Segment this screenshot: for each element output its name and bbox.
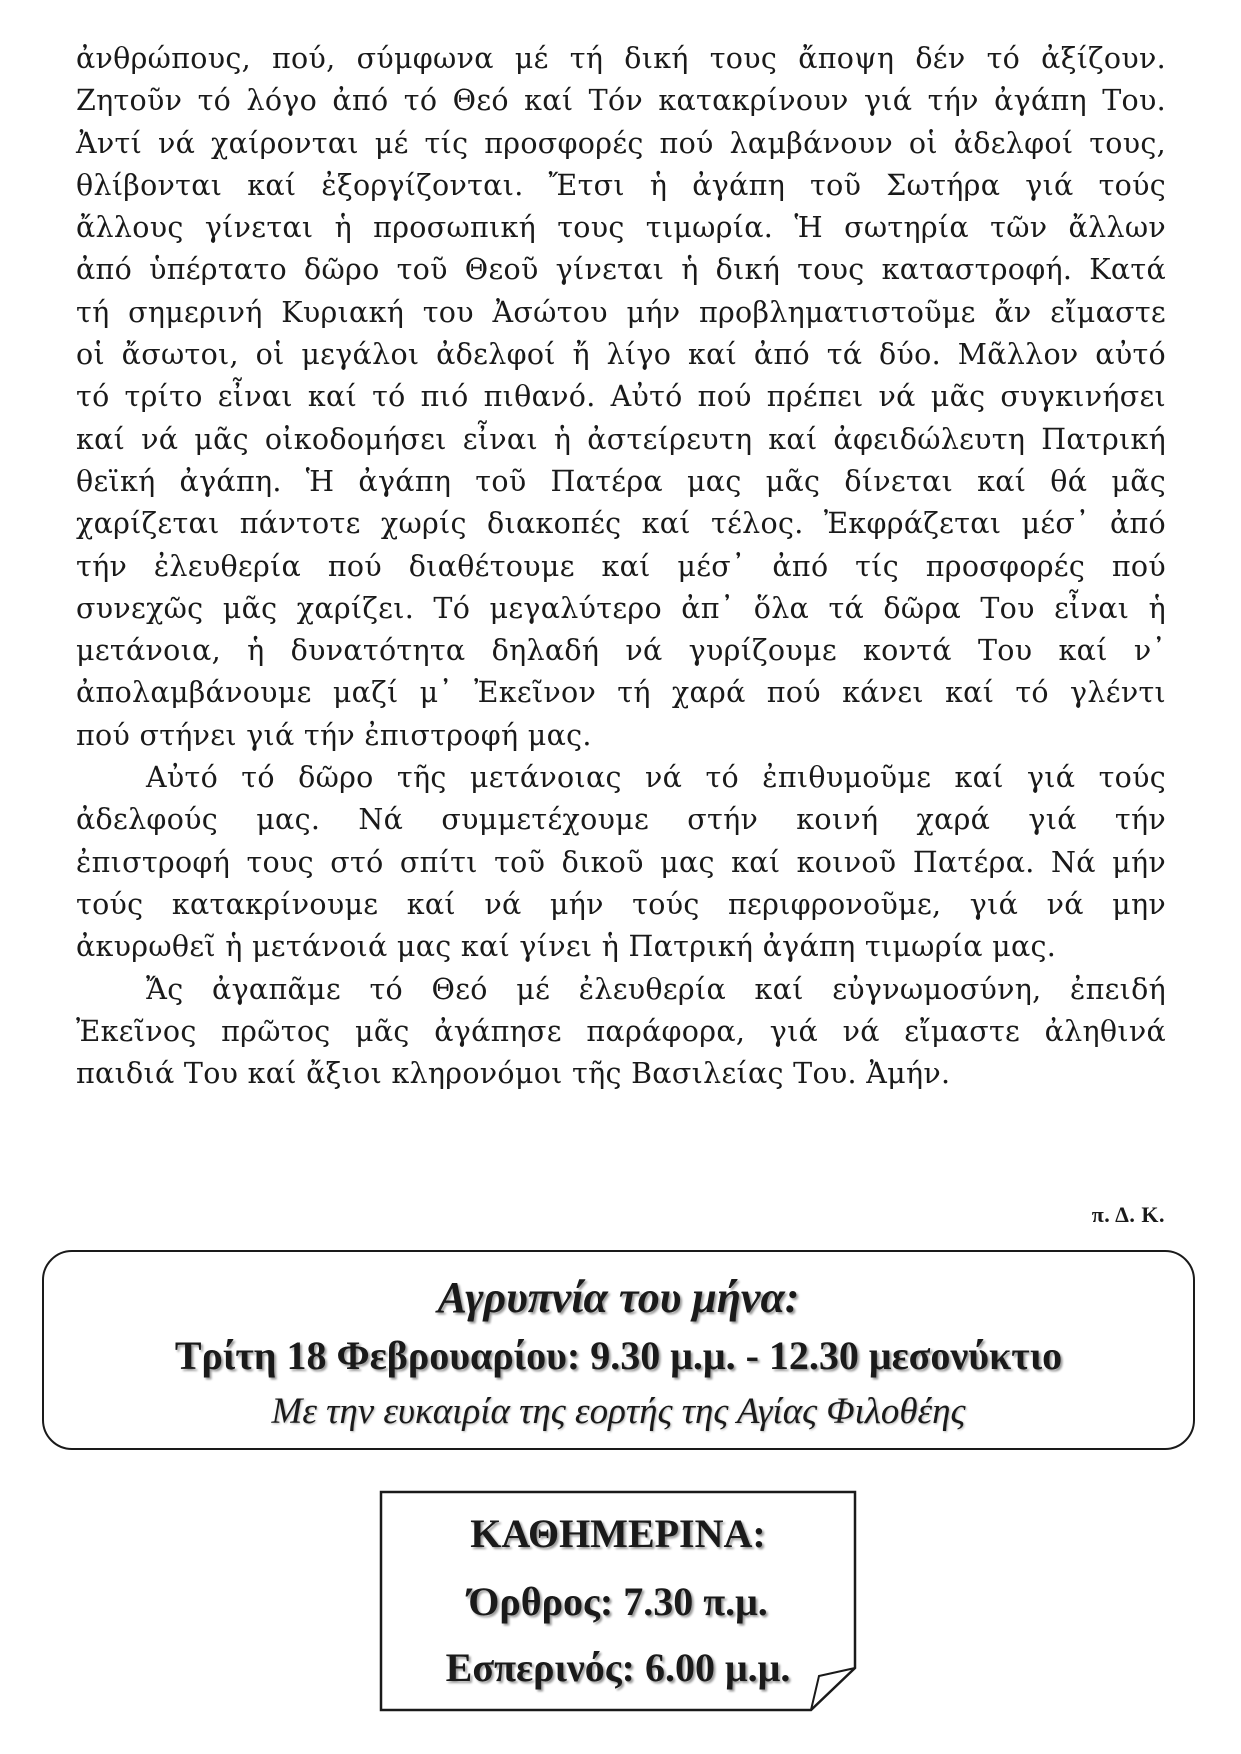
daily-title: ΚΑΘΗΜΕΡΙΝΑ: bbox=[470, 1511, 766, 1556]
sermon-line: ἀκυρωθεῖ ἡ μετάνοιά μας καί γίνει ἡ Πατρική ἀγάπη τιμωρία μας. bbox=[76, 930, 1057, 964]
sermon-line: Ἄς ἀγαπᾶμε τό Θεό μέ ἐλευθερία καί εὐγνωμοσύνη, ἐπειδή bbox=[146, 972, 1166, 1006]
vespers-time: Εσπερινός: 6.00 μ.μ. bbox=[445, 1645, 791, 1690]
sermon-line: συνεχῶς μᾶς χαρίζει. Τό μεγαλύτερο ἀπ᾽ ὅλα τά δῶρα Του εἶναι ἡ bbox=[76, 591, 1166, 625]
sermon-line: τή σημερινή Κυριακή του Ἀσώτου μήν προβληματιστοῦμε ἄν εἴμαστε bbox=[76, 295, 1166, 329]
sermon-line: Ἐκεῖνος πρῶτος μᾶς ἀγάπησε παράφορα, γιά νά εἴμαστε ἀληθινά bbox=[76, 1014, 1166, 1048]
vigil-date-time: Τρίτη 18 Φεβρουαρίου: 9.30 μ.μ. - 12.30 μεσονύκτιο bbox=[174, 1333, 1063, 1378]
sermon-line: οἱ ἄσωτοι, οἱ μεγάλοι ἀδελφοί ἤ λίγο καί ἀπό τά δύο. Μᾶλλον αὐτό bbox=[76, 338, 1166, 372]
sermon-line: ἀδελφούς μας. Νά συμμετέχουμε στήν κοινή χαρά γιά τήν bbox=[76, 803, 1166, 837]
sermon-line: πού στήνει γιά τήν ἐπιστροφή μας. bbox=[76, 718, 592, 752]
sermon-line: ἀπό ὑπέρτατο δῶρο τοῦ Θεοῦ γίνεται ἡ δική τους καταστροφή. Κατά bbox=[76, 253, 1166, 287]
sermon-line: ἀπολαμβάνουμε μαζί μ᾽ Ἐκεῖνον τή χαρά πού κάνει καί τό γλέντι bbox=[76, 676, 1166, 710]
author-signature: π. Δ. Κ. bbox=[1091, 1202, 1165, 1227]
sermon-line: Αὐτό τό δῶρο τῆς μετάνοιας νά τό ἐπιθυμοῦμε καί γιά τούς bbox=[146, 761, 1166, 795]
sermon-line: τούς κατακρίνουμε καί νά μήν τούς περιφρονοῦμε, γιά νά μην bbox=[76, 887, 1166, 921]
sermon-line: τήν ἐλευθερία πού διαθέτουμε καί μέσ᾽ ἀπό τίς προσφορές πού bbox=[76, 549, 1166, 583]
sermon-line: ἀνθρώπους, πού, σύμφωνα μέ τή δική τους ἄποψη δέν τό ἀξίζουν. bbox=[76, 42, 1166, 75]
vigil-occasion: Με την ευκαιρία της εορτής της Αγίας Φιλοθέης bbox=[271, 1391, 966, 1432]
sermon-line: παιδιά Του καί ἄξιοι κληρονόμοι τῆς Βασιλείας Του. Ἀμήν. bbox=[76, 1057, 951, 1091]
sermon-line: Ἀντί νά χαίρονται μέ τίς προσφορές πού λαμβάνουν οἱ ἀδελφοί τους, bbox=[76, 126, 1166, 160]
sermon-text bbox=[76, 38, 1166, 1095]
vigil-title: Αγρυπνία του μήνα: bbox=[437, 1273, 800, 1322]
sermon-line: θεϊκή ἀγάπη. Ἡ ἀγάπη τοῦ Πατέρα μας μᾶς δίνεται καί θά μᾶς bbox=[76, 464, 1166, 498]
sermon-line: θλίβονται καί ἐξοργίζονται. Ἔτσι ἡ ἀγάπη τοῦ Σωτήρα γιά τούς bbox=[76, 168, 1166, 202]
sermon-line: Ζητοῦν τό λόγο ἀπό τό Θεό καί Τόν κατακρίνουν γιά τήν ἀγάπη Του. bbox=[76, 84, 1166, 118]
sermon-line: μετάνοια, ἡ δυνατότητα δηλαδή νά γυρίζουμε κοντά Του καί ν᾽ bbox=[76, 634, 1166, 668]
sermon-line: ἄλλους γίνεται ἡ προσωπική τους τιμωρία. Ἡ σωτηρία τῶν ἄλλων bbox=[76, 211, 1166, 245]
sermon-line: καί νά μᾶς οἰκοδομήσει εἶναι ἡ ἀστείρευτη καί ἀφειδώλευτη Πατρική bbox=[76, 422, 1166, 456]
vigil-announcement bbox=[42, 1250, 1195, 1450]
sermon-line: χαρίζεται πάντοτε χωρίς διακοπές καί τέλος. Ἐκφράζεται μέσ᾽ ἀπό bbox=[76, 507, 1166, 541]
sermon-line: τό τρίτο εἶναι καί τό πιό πιθανό. Αὐτό πού πρέπει νά μᾶς συγκινήσει bbox=[76, 380, 1166, 414]
daily-schedule bbox=[379, 1490, 857, 1712]
orthros-time: Όρθρος: 7.30 π.μ. bbox=[468, 1579, 768, 1624]
sermon-line: ἐπιστροφή τους στό σπίτι τοῦ δικοῦ μας καί κοινοῦ Πατέρα. Νά μήν bbox=[76, 845, 1166, 879]
